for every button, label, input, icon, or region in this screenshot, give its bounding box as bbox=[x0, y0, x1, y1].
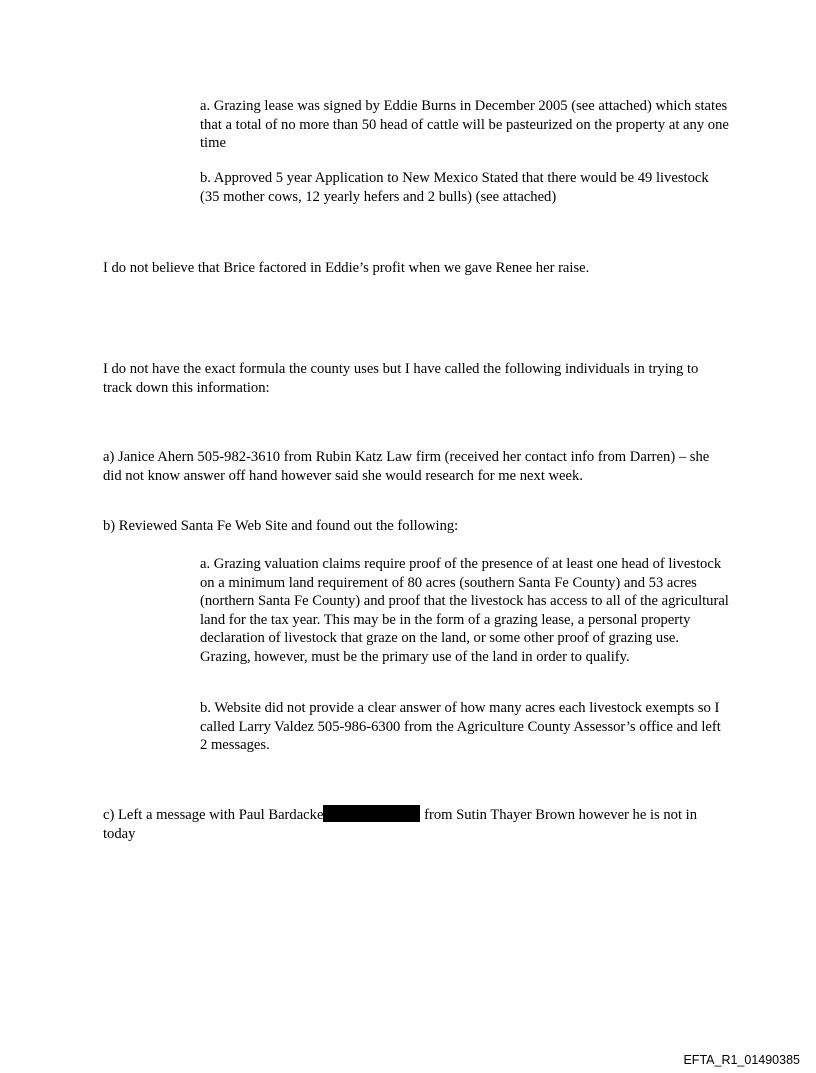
janice-ahern-item: a) Janice Ahern 505-982-3610 from Rubin Katz Law firm (received her contact info from Darren) – she did not know answer off hand however said she would research for me next week. bbox=[103, 449, 710, 484]
redaction-block bbox=[323, 805, 420, 822]
paul-bardacke-text-after: from Sutin Thayer Brown however he is not in today bbox=[103, 807, 698, 842]
reviewed-website-item: b) Reviewed Santa Fe Web Site and found out the following: bbox=[103, 518, 459, 534]
brice-paragraph: I do not believe that Brice factored in Eddie’s profit when we gave Renee her raise. bbox=[103, 260, 590, 276]
paul-bardacke-item bbox=[103, 805, 723, 843]
grazing-valuation-item: a. Grazing valuation claims require proof of the presence of at least one head of livestock on a minimum land requirement of 80 acres (southern Santa Fe County) and 53 acres (northern Santa Fe County) and proof that the livestock has access to all of the agricultural land for the tax year. This may be in the form of a grazing lease, a personal property declaration of livestock that graze on the land, or some other proof of grazing use. Grazing, however, must be the primary use of the land in order to qualify. bbox=[200, 556, 729, 665]
application-item: b. Approved 5 year Application to New Mexico Stated that there would be 49 livestock (35 mother cows, 12 yearly hefers and 2 bulls) (see attached) bbox=[200, 170, 709, 205]
website-answer-item: b. Website did not provide a clear answer of how many acres each livestock exempts so I called Larry Valdez 505-986-6300 from the Agriculture County Assessor’s office and left 2 messages. bbox=[200, 700, 721, 753]
document-id: EFTA_R1_01490385 bbox=[683, 1053, 800, 1067]
paul-bardacke-text-before: c) Left a message with Paul Bardacke bbox=[103, 807, 324, 823]
grazing-lease-item: a. Grazing lease was signed by Eddie Burns in December 2005 (see attached) which states that a total of no more than 50 head of cattle will be pasteurized on the property at any one time bbox=[200, 98, 729, 151]
formula-paragraph: I do not have the exact formula the county uses but I have called the following individuals in trying to track down this information: bbox=[103, 361, 699, 396]
